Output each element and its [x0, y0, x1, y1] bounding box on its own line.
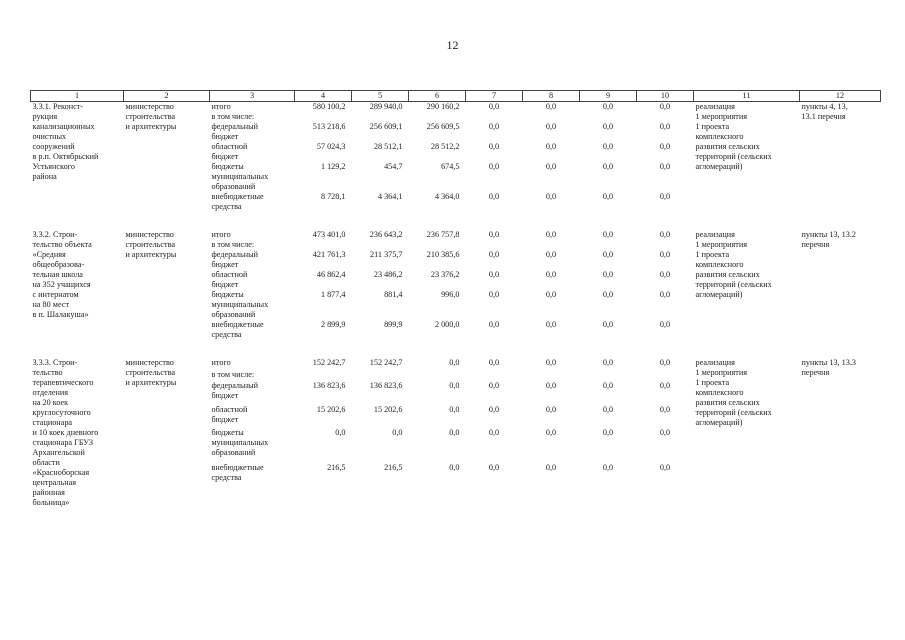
amount-cell: 473 401,0 — [312, 230, 346, 239]
amount-cell: 4 364,0 — [434, 192, 460, 201]
amount-cell: 23 486,2 — [373, 270, 403, 279]
column-number-1: 1 — [31, 91, 124, 102]
amount-cell: 0,0 — [545, 192, 557, 201]
amount-cell: 0,0 — [545, 358, 557, 367]
executor: министерство строительства и архитектуры — [125, 358, 177, 387]
amount-cell: 0,0 — [392, 428, 403, 438]
amount-cell: 216,5 — [384, 463, 403, 473]
amount-cell: 0,0 — [449, 358, 460, 367]
amount-cell: 0,0 — [659, 463, 671, 473]
amount-cell: 210 385,6 — [426, 250, 460, 259]
amount-cell: 996,0 — [441, 290, 460, 299]
amount-cell: 0,0 — [545, 290, 557, 299]
amount-cell: 0,0 — [545, 463, 557, 473]
amount-cell: 0,0 — [449, 428, 460, 438]
amount-cell: 0,0 — [545, 162, 557, 171]
amount-cell: 0,0 — [659, 381, 671, 391]
amount-cell: 256 609,5 — [426, 122, 460, 131]
page-number: 12 — [446, 38, 459, 52]
amount-cell: 0,0 — [659, 250, 671, 259]
amount-cell: 0,0 — [488, 250, 500, 259]
amount-cell: 28 512,2 — [430, 142, 460, 151]
amount-cell — [580, 240, 637, 250]
amount-cell: 0,0 — [602, 463, 614, 473]
amount-cell: 0,0 — [659, 122, 671, 131]
column-number-2: 2 — [124, 91, 210, 102]
amount-cell: 513 218,6 — [312, 122, 346, 131]
amount-cell: 152 242,7 — [369, 358, 403, 367]
amount-cell: 0,0 — [659, 192, 671, 201]
funding-source: областной бюджет — [211, 404, 248, 424]
amount-cell: 0,0 — [602, 358, 614, 367]
amount-cell: 216,5 — [327, 463, 346, 473]
amount-cell: 211 375,7 — [370, 250, 403, 259]
funding-source: в том числе: — [211, 369, 255, 379]
amount-cell: 0,0 — [488, 192, 500, 201]
amount-cell: 421 761,3 — [312, 250, 346, 259]
amount-cell — [637, 240, 694, 250]
list-reference: пункты 13, 13.2 перечня — [801, 230, 856, 249]
activity-name: 3.3.3. Строи- тельство терапевтического отделения на 20 коек круглосуточного стационара и 10 коек дневного стационара ГБУЗ Архангельской области «Красноборская центральная районная больница» — [32, 358, 99, 507]
column-number-11: 11 — [694, 91, 800, 102]
amount-cell — [352, 112, 409, 122]
amount-cell: 0,0 — [602, 230, 614, 239]
amount-cell: 0,0 — [659, 270, 671, 279]
column-number-4: 4 — [295, 91, 352, 102]
amount-cell — [352, 240, 409, 250]
column-number-9: 9 — [580, 91, 637, 102]
amount-cell: 15 202,6 — [373, 404, 403, 414]
funding-source: бюджеты муниципальных образований — [211, 162, 269, 191]
table-row — [31, 358, 881, 370]
amount-cell: 0,0 — [488, 404, 500, 414]
amount-cell: 454,7 — [384, 162, 403, 171]
amount-cell: 0,0 — [488, 320, 500, 329]
table-row — [31, 230, 881, 240]
funding-source: в том числе: — [211, 112, 255, 121]
column-number-10: 10 — [637, 91, 694, 102]
amount-cell — [523, 240, 580, 250]
funding-source: итого — [211, 358, 231, 367]
amount-cell: 899,9 — [384, 320, 403, 329]
amount-cell: 236 757,8 — [426, 230, 460, 239]
amount-cell: 1 129,2 — [320, 162, 346, 171]
amount-cell: 0,0 — [488, 230, 500, 239]
amount-cell: 8 728,1 — [320, 192, 346, 201]
amount-cell: 0,0 — [488, 428, 500, 438]
funding-source: федеральный бюджет — [211, 250, 259, 269]
executor: министерство строительства и архитектуры — [125, 230, 177, 259]
amount-cell: 0,0 — [335, 428, 346, 438]
amount-cell: 15 202,6 — [316, 404, 346, 414]
amount-cell: 0,0 — [488, 358, 500, 367]
amount-cell: 0,0 — [659, 162, 671, 171]
amount-cell — [295, 370, 352, 382]
funding-source: областной бюджет — [211, 270, 248, 289]
amount-cell — [409, 370, 466, 382]
amount-cell: 2 000,0 — [434, 320, 460, 329]
amount-cell: 1 877,4 — [320, 290, 346, 299]
amount-cell: 0,0 — [545, 230, 557, 239]
amount-cell: 23 376,2 — [430, 270, 460, 279]
amount-cell: 0,0 — [488, 142, 500, 151]
amount-cell: 0,0 — [659, 230, 671, 239]
funding-source: областной бюджет — [211, 142, 248, 161]
amount-cell: 0,0 — [545, 250, 557, 259]
amount-cell — [580, 370, 637, 382]
amount-cell: 0,0 — [545, 142, 557, 151]
amount-cell: 0,0 — [659, 404, 671, 414]
amount-cell: 0,0 — [545, 270, 557, 279]
amount-cell: 0,0 — [488, 381, 500, 391]
amount-cell: 0,0 — [602, 428, 614, 438]
column-number-7: 7 — [466, 91, 523, 102]
funding-source: итого — [211, 102, 231, 111]
amount-cell: 674,5 — [441, 162, 460, 171]
amount-cell: 0,0 — [602, 192, 614, 201]
amount-cell — [637, 370, 694, 382]
amount-cell: 136 823,6 — [312, 381, 346, 391]
amount-cell: 0,0 — [602, 270, 614, 279]
expected-result: реализация 1 мероприятия 1 проекта комплексного развития сельских территорий (сельских агломераций) — [695, 358, 772, 427]
amount-cell: 0,0 — [488, 102, 500, 111]
amount-cell — [523, 370, 580, 382]
amount-cell: 136 823,6 — [369, 381, 403, 391]
amount-cell: 0,0 — [659, 142, 671, 151]
amount-cell: 0,0 — [659, 290, 671, 299]
amount-cell: 0,0 — [488, 122, 500, 131]
funding-source: внебюджетные средства — [211, 320, 264, 339]
amount-cell: 0,0 — [545, 428, 557, 438]
funding-source: федеральный бюджет — [211, 381, 259, 401]
amount-cell — [409, 112, 466, 122]
list-reference: пункты 13, 13.3 перечня — [801, 358, 856, 377]
amount-cell: 4 364,1 — [377, 192, 403, 201]
amount-cell: 256 609,1 — [369, 122, 403, 131]
funding-source: федеральный бюджет — [211, 122, 259, 141]
amount-cell: 0,0 — [602, 142, 614, 151]
amount-cell — [466, 112, 523, 122]
amount-cell: 881,4 — [384, 290, 403, 299]
amount-cell — [295, 112, 352, 122]
amount-cell: 0,0 — [659, 320, 671, 329]
amount-cell: 0,0 — [659, 358, 671, 367]
funding-source: бюджеты муниципальных образований — [211, 428, 269, 458]
amount-cell: 28 512,1 — [373, 142, 403, 151]
amount-cell: 0,0 — [602, 162, 614, 171]
amount-cell: 0,0 — [545, 122, 557, 131]
amount-cell: 0,0 — [545, 381, 557, 391]
funding-source: бюджеты муниципальных образований — [211, 290, 269, 319]
amount-cell: 2 899,9 — [320, 320, 346, 329]
amount-cell: 0,0 — [488, 270, 500, 279]
amount-cell: 0,0 — [545, 102, 557, 111]
column-number-8: 8 — [523, 91, 580, 102]
amount-cell — [409, 240, 466, 250]
budget-table — [30, 90, 881, 508]
column-number-5: 5 — [352, 91, 409, 102]
column-number-3: 3 — [210, 91, 295, 102]
amount-cell: 0,0 — [545, 404, 557, 414]
amount-cell: 0,0 — [602, 102, 614, 111]
amount-cell: 0,0 — [488, 290, 500, 299]
amount-cell — [580, 112, 637, 122]
amount-cell: 0,0 — [449, 463, 460, 473]
column-number-row — [31, 91, 881, 102]
amount-cell: 0,0 — [602, 122, 614, 131]
expected-result: реализация 1 мероприятия 1 проекта комплексного развития сельских территорий (сельских агломераций) — [695, 102, 772, 171]
table-row — [31, 102, 881, 113]
amount-cell: 152 242,7 — [312, 358, 346, 367]
amount-cell: 0,0 — [659, 102, 671, 111]
column-number-6: 6 — [409, 91, 466, 102]
amount-cell: 0,0 — [449, 381, 460, 391]
amount-cell: 0,0 — [659, 428, 671, 438]
amount-cell: 57 024,3 — [316, 142, 346, 151]
amount-cell — [295, 240, 352, 250]
amount-cell: 0,0 — [488, 463, 500, 473]
amount-cell: 0,0 — [449, 404, 460, 414]
amount-cell: 290 160,2 — [426, 102, 460, 111]
amount-cell: 0,0 — [602, 290, 614, 299]
funding-source: в том числе: — [211, 240, 255, 249]
amount-cell: 0,0 — [602, 381, 614, 391]
amount-cell: 289 940,0 — [369, 102, 403, 111]
amount-cell: 0,0 — [602, 320, 614, 329]
amount-cell — [352, 370, 409, 382]
amount-cell — [466, 240, 523, 250]
amount-cell: 0,0 — [602, 250, 614, 259]
activity-name: 3.3.2. Строи- тельство объекта «Средняя общеобразова- тельная школа на 352 учащихся с интернатом на 80 мест в п. Шалакуша» — [32, 230, 92, 319]
amount-cell: 0,0 — [488, 162, 500, 171]
amount-cell — [466, 370, 523, 382]
funding-source: итого — [211, 230, 231, 239]
amount-cell — [637, 112, 694, 122]
amount-cell: 46 862,4 — [316, 270, 346, 279]
activity-name: 3.3.1. Реконст- рукция канализационных очистных сооружений в р.п. Октябрьский Устьянского района — [32, 102, 99, 181]
amount-cell: 0,0 — [545, 320, 557, 329]
funding-source: внебюджетные средства — [211, 463, 264, 483]
amount-cell: 0,0 — [602, 404, 614, 414]
column-number-12: 12 — [800, 91, 881, 102]
expected-result: реализация 1 мероприятия 1 проекта комплексного развития сельских территорий (сельских агломераций) — [695, 230, 772, 299]
amount-cell: 580 100,2 — [312, 102, 346, 111]
funding-source: внебюджетные средства — [211, 192, 264, 211]
amount-cell: 236 643,2 — [369, 230, 403, 239]
amount-cell — [523, 112, 580, 122]
list-reference: пункты 4, 13, 13.1 перечня — [801, 102, 848, 121]
executor: министерство строительства и архитектуры — [125, 102, 177, 131]
